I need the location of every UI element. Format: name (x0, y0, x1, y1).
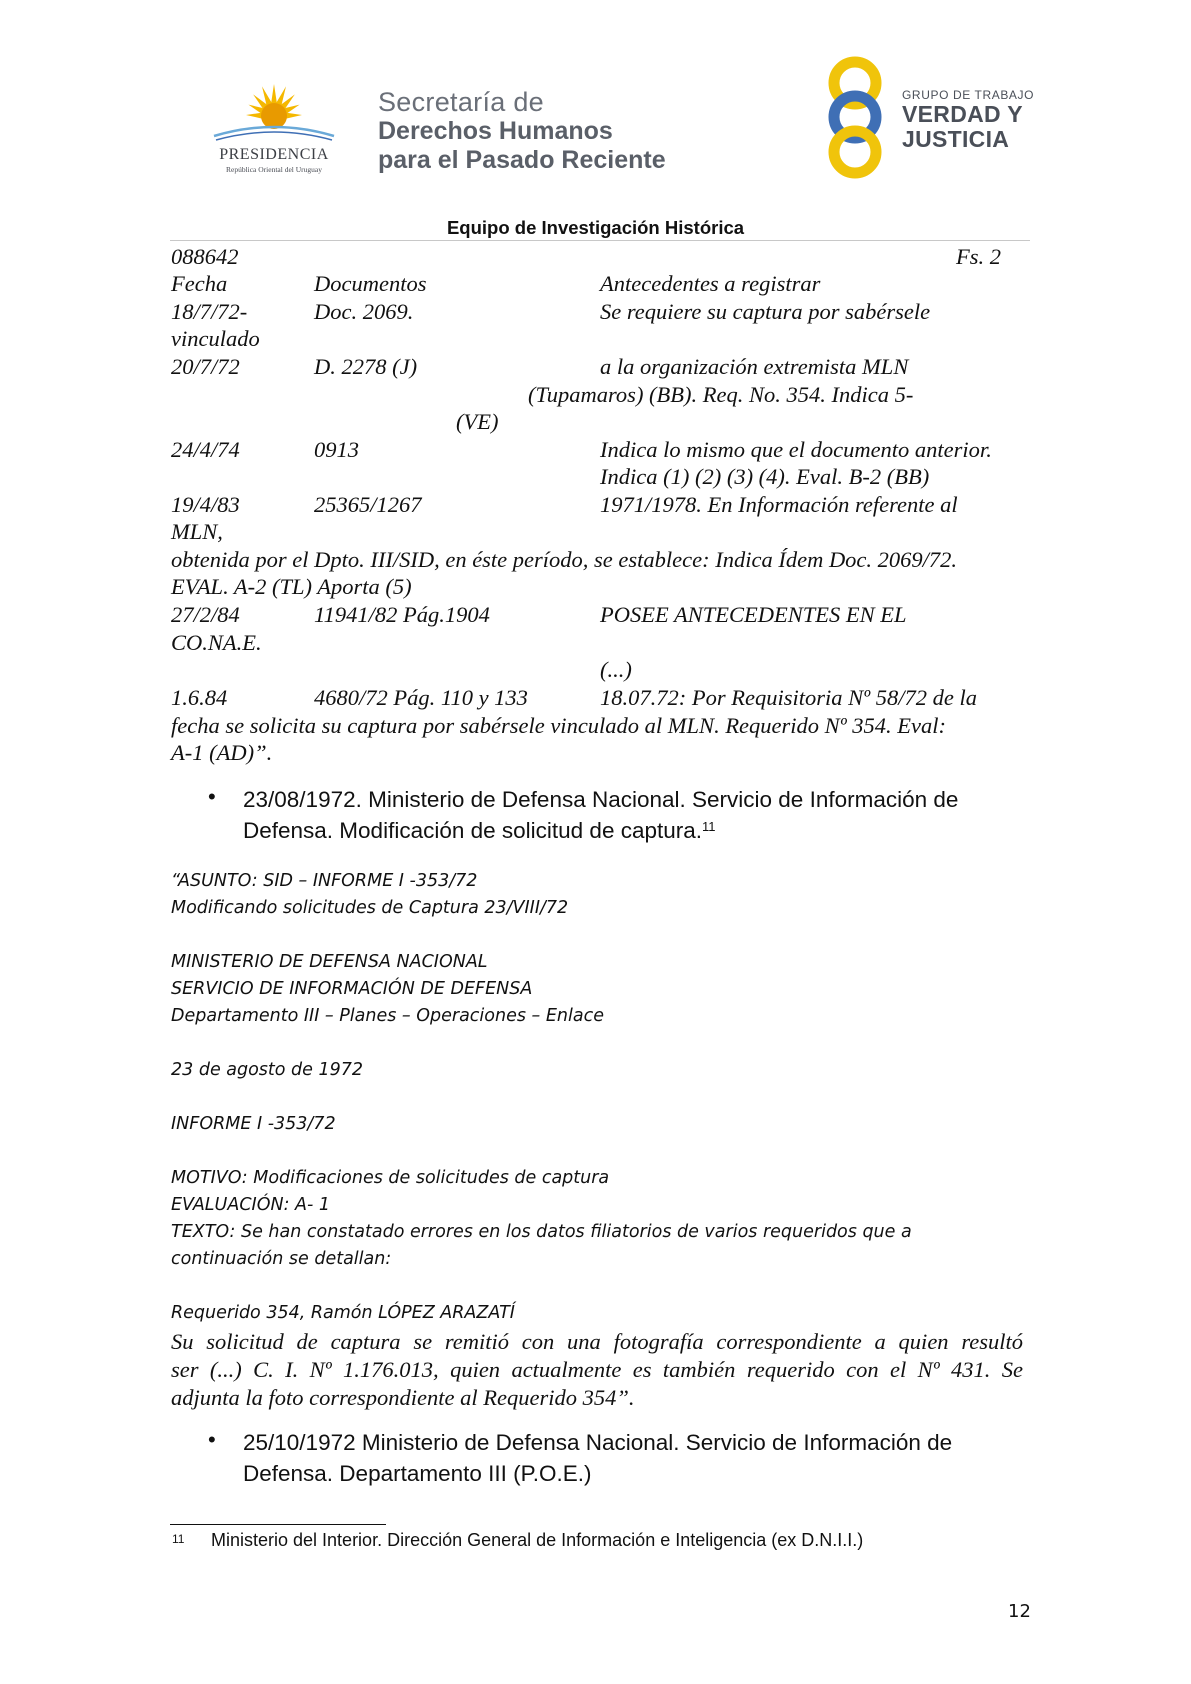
r5-doc: 11941/82 Pág.1904 (314, 602, 490, 627)
r2-text: a la organización extremista MLN (600, 354, 909, 379)
linked-rings-icon (822, 55, 902, 185)
r3-text-1: Indica lo mismo que el documento anterior. (600, 437, 992, 462)
bullet-1-marker: • (208, 784, 216, 809)
r1-doc: Doc. 2069. (314, 299, 414, 324)
verdad-justicia-wordmark (902, 88, 1034, 152)
informe-asunto: “ASUNTO: SID – INFORME I -353/72 (171, 871, 478, 891)
r2-doc: D. 2278 (J) (314, 354, 418, 379)
informe-ministerio: MINISTERIO DE DEFENSA NACIONAL (171, 952, 488, 972)
justicia-line: JUSTICIA (902, 126, 1010, 152)
r4-text: 1971/1978. En Información referente al (600, 492, 958, 517)
presidencia-logo (195, 82, 353, 178)
bullet-1-line-2: Defensa. Modificación de solicitud de captura. (243, 818, 703, 843)
r3-doc: 0913 (314, 437, 359, 462)
informe-fecha: 23 de agosto de 1972 (171, 1060, 364, 1080)
r6-doc: 4680/72 Pág. 110 y 133 (314, 685, 528, 710)
informe-requerido: Requerido 354, Ramón LÓPEZ ARAZATÍ (171, 1303, 515, 1323)
informe-para-1: Su solicitud de captura se remitió con una fotografía correspondiente a quien resultó (171, 1329, 1023, 1354)
r4-cont-3: EVAL. A-2 (TL) Aporta (5) (171, 574, 412, 599)
r5-date: 27/2/84 (171, 602, 240, 627)
secretaria-line-1: Secretaría de (378, 87, 544, 117)
informe-modificando: Modificando solicitudes de Captura 23/VIII/72 (171, 898, 569, 918)
page-number: 12 (1008, 1601, 1031, 1622)
secretaria-line-3: para el Pasado Reciente (378, 146, 666, 174)
grupo-line: GRUPO DE TRABAJO (902, 88, 1035, 102)
r5-cont: CO.NA.E. (171, 630, 262, 655)
informe-evaluacion: EVALUACIÓN: A- 1 (171, 1195, 331, 1215)
informe-departamento: Departamento III – Planes – Operaciones – Enlace (171, 1006, 604, 1026)
presidencia-title: PRESIDENCIA (219, 146, 329, 163)
col-documentos: Documentos (314, 271, 427, 296)
bullet-2-line-1: 25/10/1972 Ministerio de Defensa Nacional. Servicio de Información de (243, 1430, 953, 1455)
secretaria-line-2: Derechos Humanos (378, 117, 613, 145)
sun-emblem-icon (195, 82, 353, 178)
r6-cont-2: A-1 (AD)”. (171, 740, 273, 765)
verdad-line: VERDAD Y (902, 101, 1023, 127)
footnote-divider (170, 1524, 386, 1525)
bullet-1-line-1: 23/08/1972. Ministerio de Defensa Nacional. Servicio de Información de (243, 787, 959, 812)
r3-text-2: Indica (1) (2) (3) (4). Eval. B-2 (BB) (600, 464, 930, 489)
informe-texto-1: TEXTO: Se han constatado errores en los datos filiatorios de varios requeridos que a (171, 1222, 912, 1242)
r4-cont-2: obtenida por el Dpto. III/SID, en éste período, se establece: Indica Ídem Doc. 2069/72. (171, 547, 958, 572)
ellipsis: (...) (600, 657, 632, 682)
col-antecedentes: Antecedentes a registrar (600, 271, 821, 296)
bullet-2-marker: • (208, 1427, 216, 1452)
footnote-number: 11 (172, 1532, 185, 1546)
r6-date: 1.6.84 (171, 685, 228, 710)
bullet-1-line-2-wrap (243, 815, 716, 846)
presidencia-subtitle: República Oriental del Uruguay (225, 165, 323, 174)
r4-date: 19/4/83 (171, 492, 240, 517)
r4-doc: 25365/1267 (314, 492, 422, 517)
r6-text: 18.07.72: Por Requisitoria Nº 58/72 de la (600, 685, 977, 710)
r1-date: 18/7/72- (171, 299, 248, 324)
r2-date: 20/7/72 (171, 354, 240, 379)
team-title: Equipo de Investigación Histórica (446, 217, 745, 238)
r1-text: Se requiere su captura por sabérsele (600, 299, 931, 324)
informe-servicio: SERVICIO DE INFORMACIÓN DE DEFENSA (171, 979, 533, 999)
col-fecha: Fecha (171, 271, 228, 296)
r1-cont: vinculado (171, 326, 260, 351)
footnote-text: Ministerio del Interior. Dirección General de Información e Inteligencia (ex D.N.I.I.) (211, 1530, 864, 1550)
informe-numero: INFORME I -353/72 (171, 1114, 336, 1134)
r3-date: 24/4/74 (171, 437, 240, 462)
informe-para-3: adjunta la foto correspondiente al Requerido 354”. (171, 1385, 635, 1410)
informe-motivo: MOTIVO: Modificaciones de solicitudes de captura (171, 1168, 610, 1188)
informe-para-2: ser (...) C. I. Nº 1.176.013, quien actualmente es también requerido con el Nº 431. Se (171, 1357, 1023, 1382)
r2-cont-2: (VE) (456, 409, 499, 434)
informe-texto-2: continuación se detallan: (171, 1249, 392, 1269)
r4-cont-1: MLN, (171, 519, 223, 544)
r5-text: POSEE ANTECEDENTES EN EL (600, 602, 907, 627)
r2-cont-1: (Tupamaros) (BB). Req. No. 354. Indica 5- (528, 382, 914, 407)
r6-cont-1: fecha se solicita su captura por sabérsele vinculado al MLN. Requerido Nº 354. Eval: (171, 713, 946, 738)
record-folio: Fs. 2 (956, 244, 1001, 269)
header-divider (170, 240, 1030, 241)
bullet-2-line-2: Defensa. Departamento III (P.O.E.) (243, 1461, 592, 1486)
secretaria-wordmark (378, 88, 666, 175)
record-code: 088642 (171, 244, 239, 269)
footnote-ref-11[interactable]: 11 (702, 819, 716, 834)
